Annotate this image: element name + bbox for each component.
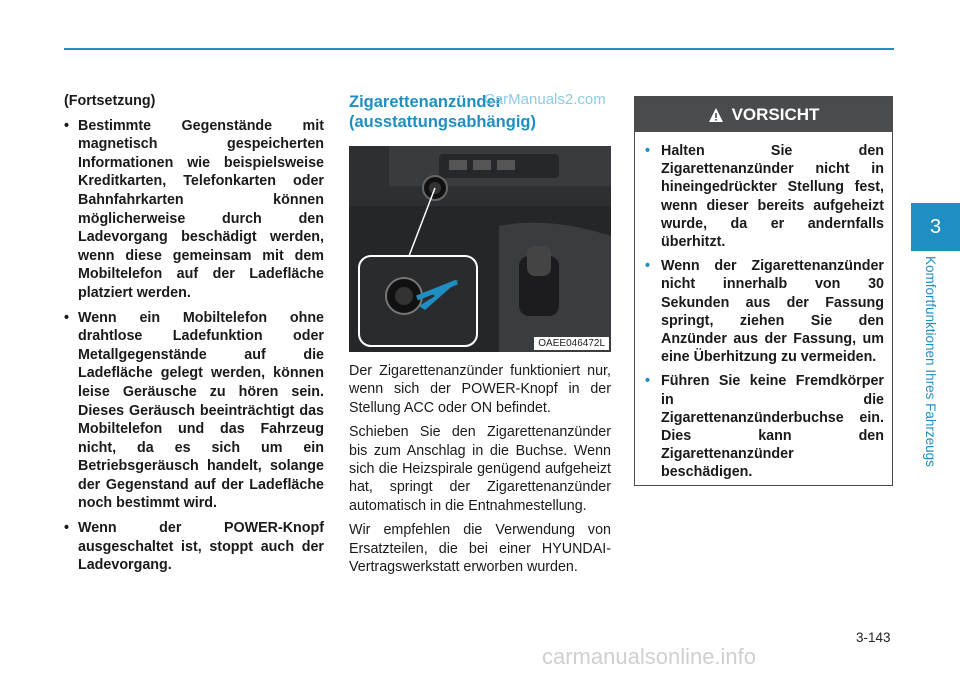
bullet-icon: • xyxy=(645,258,651,275)
caution-header xyxy=(635,97,892,132)
bullet-text: Wenn der POWER-Knopf ausgeschaltet ist, stoppt auch der Ladevorgang. xyxy=(78,520,324,574)
list-item xyxy=(645,142,884,251)
console-illustration xyxy=(349,146,611,352)
caution-title: VORSICHT xyxy=(731,104,820,124)
left-column xyxy=(64,92,324,581)
chapter-title: Komfortfunktionen Ihres Fahrzeugs xyxy=(923,256,938,467)
bullet-icon: • xyxy=(645,373,651,390)
bullet-text: Führen Sie keine Fremdkörper in die Zigarettenanzünderbuchse ein. Dies kann den Zigarettenanzünder beschädigen. xyxy=(661,373,884,481)
bullet-icon: • xyxy=(64,520,70,537)
paragraph: Der Zigarettenanzünder funktioniert nur, wenn sich der POWER-Knopf in der Stellung ACC oder ON befindet. xyxy=(349,363,611,416)
chapter-tab: 3 xyxy=(911,203,960,251)
bullet-icon: • xyxy=(64,117,70,134)
cigarette-lighter-photo xyxy=(349,146,611,352)
paragraph: Schieben Sie den Zigarettenanzünder bis zum Anschlag in die Buchse. Wenn sich die Heizspirale genügend aufgeheizt hat, springt der Zigarettenanzünder automatisch in die Entnahmestellung. xyxy=(349,424,611,514)
watermark-top: CarManuals2.com xyxy=(484,91,606,108)
image-caption: OAEE046472L xyxy=(534,337,609,350)
list-item xyxy=(64,519,324,575)
middle-column xyxy=(349,92,611,582)
page-number: 3-143 xyxy=(856,630,891,645)
continuation-label: (Fortsetzung) xyxy=(64,93,156,109)
warning-triangle-icon xyxy=(708,107,724,123)
bullet-icon: • xyxy=(645,143,651,159)
bullet-text: Wenn der Zigarettenanzünder nicht innerhalb von 30 Sekunden aus der Fassung springt, ziehen Sie den Anzünder aus der Fassung, um eine Überhitzung zu vermeiden. xyxy=(661,258,884,366)
caution-box xyxy=(634,96,893,486)
section-heading: Zigarettenanzünder (ausstattungsabhängig) xyxy=(349,93,537,131)
list-item xyxy=(645,257,884,366)
paragraph: Wir empfehlen die Verwendung von Ersatzteilen, die bei einer HYUNDAI-Vertragswerkstatt erworben wurden. xyxy=(349,522,611,576)
list-item xyxy=(64,117,324,303)
bullet-text: Wenn ein Mobiltelefon ohne drahtlose Ladefunktion oder Metallgegenstände auf die Ladefläche gelegt werden, können leise Geräusche zu hören sein. Dieses Geräusch beeinträchtigt das Mobiltelefon und das Fahrzeug nicht, da es sich um ein Betriebsgeräusch handelt, solange der Gegenstand auf der Ladefläche noch bestimmt wird. xyxy=(78,309,324,512)
caution-list xyxy=(635,132,892,482)
bullet-text: Halten Sie den Zigarettenanzünder nicht in hineingedrückter Stellung fest, wenn dieser bereits aufgeheizt wurde, da er andernfalls überhitzt. xyxy=(661,143,884,251)
watermark-bottom: carmanualsonline.info xyxy=(542,644,757,669)
header-rule xyxy=(64,48,894,50)
bullet-icon: • xyxy=(64,309,70,326)
body-text xyxy=(349,362,611,576)
list-item xyxy=(645,372,884,481)
bullet-text: Bestimmte Gegenstände mit magnetisch gespeicherten Informationen wie beispielsweise Kreditkarten, Telefonkarten oder Bahnfahrkarten können möglicherweise durch den Ladevorgang beschädigt werden, wenn diese gemeinsam mit dem Mobiltelefon auf der Ladefläche platziert werden. xyxy=(78,117,324,301)
left-bullet-list xyxy=(64,117,324,575)
list-item xyxy=(64,309,324,514)
